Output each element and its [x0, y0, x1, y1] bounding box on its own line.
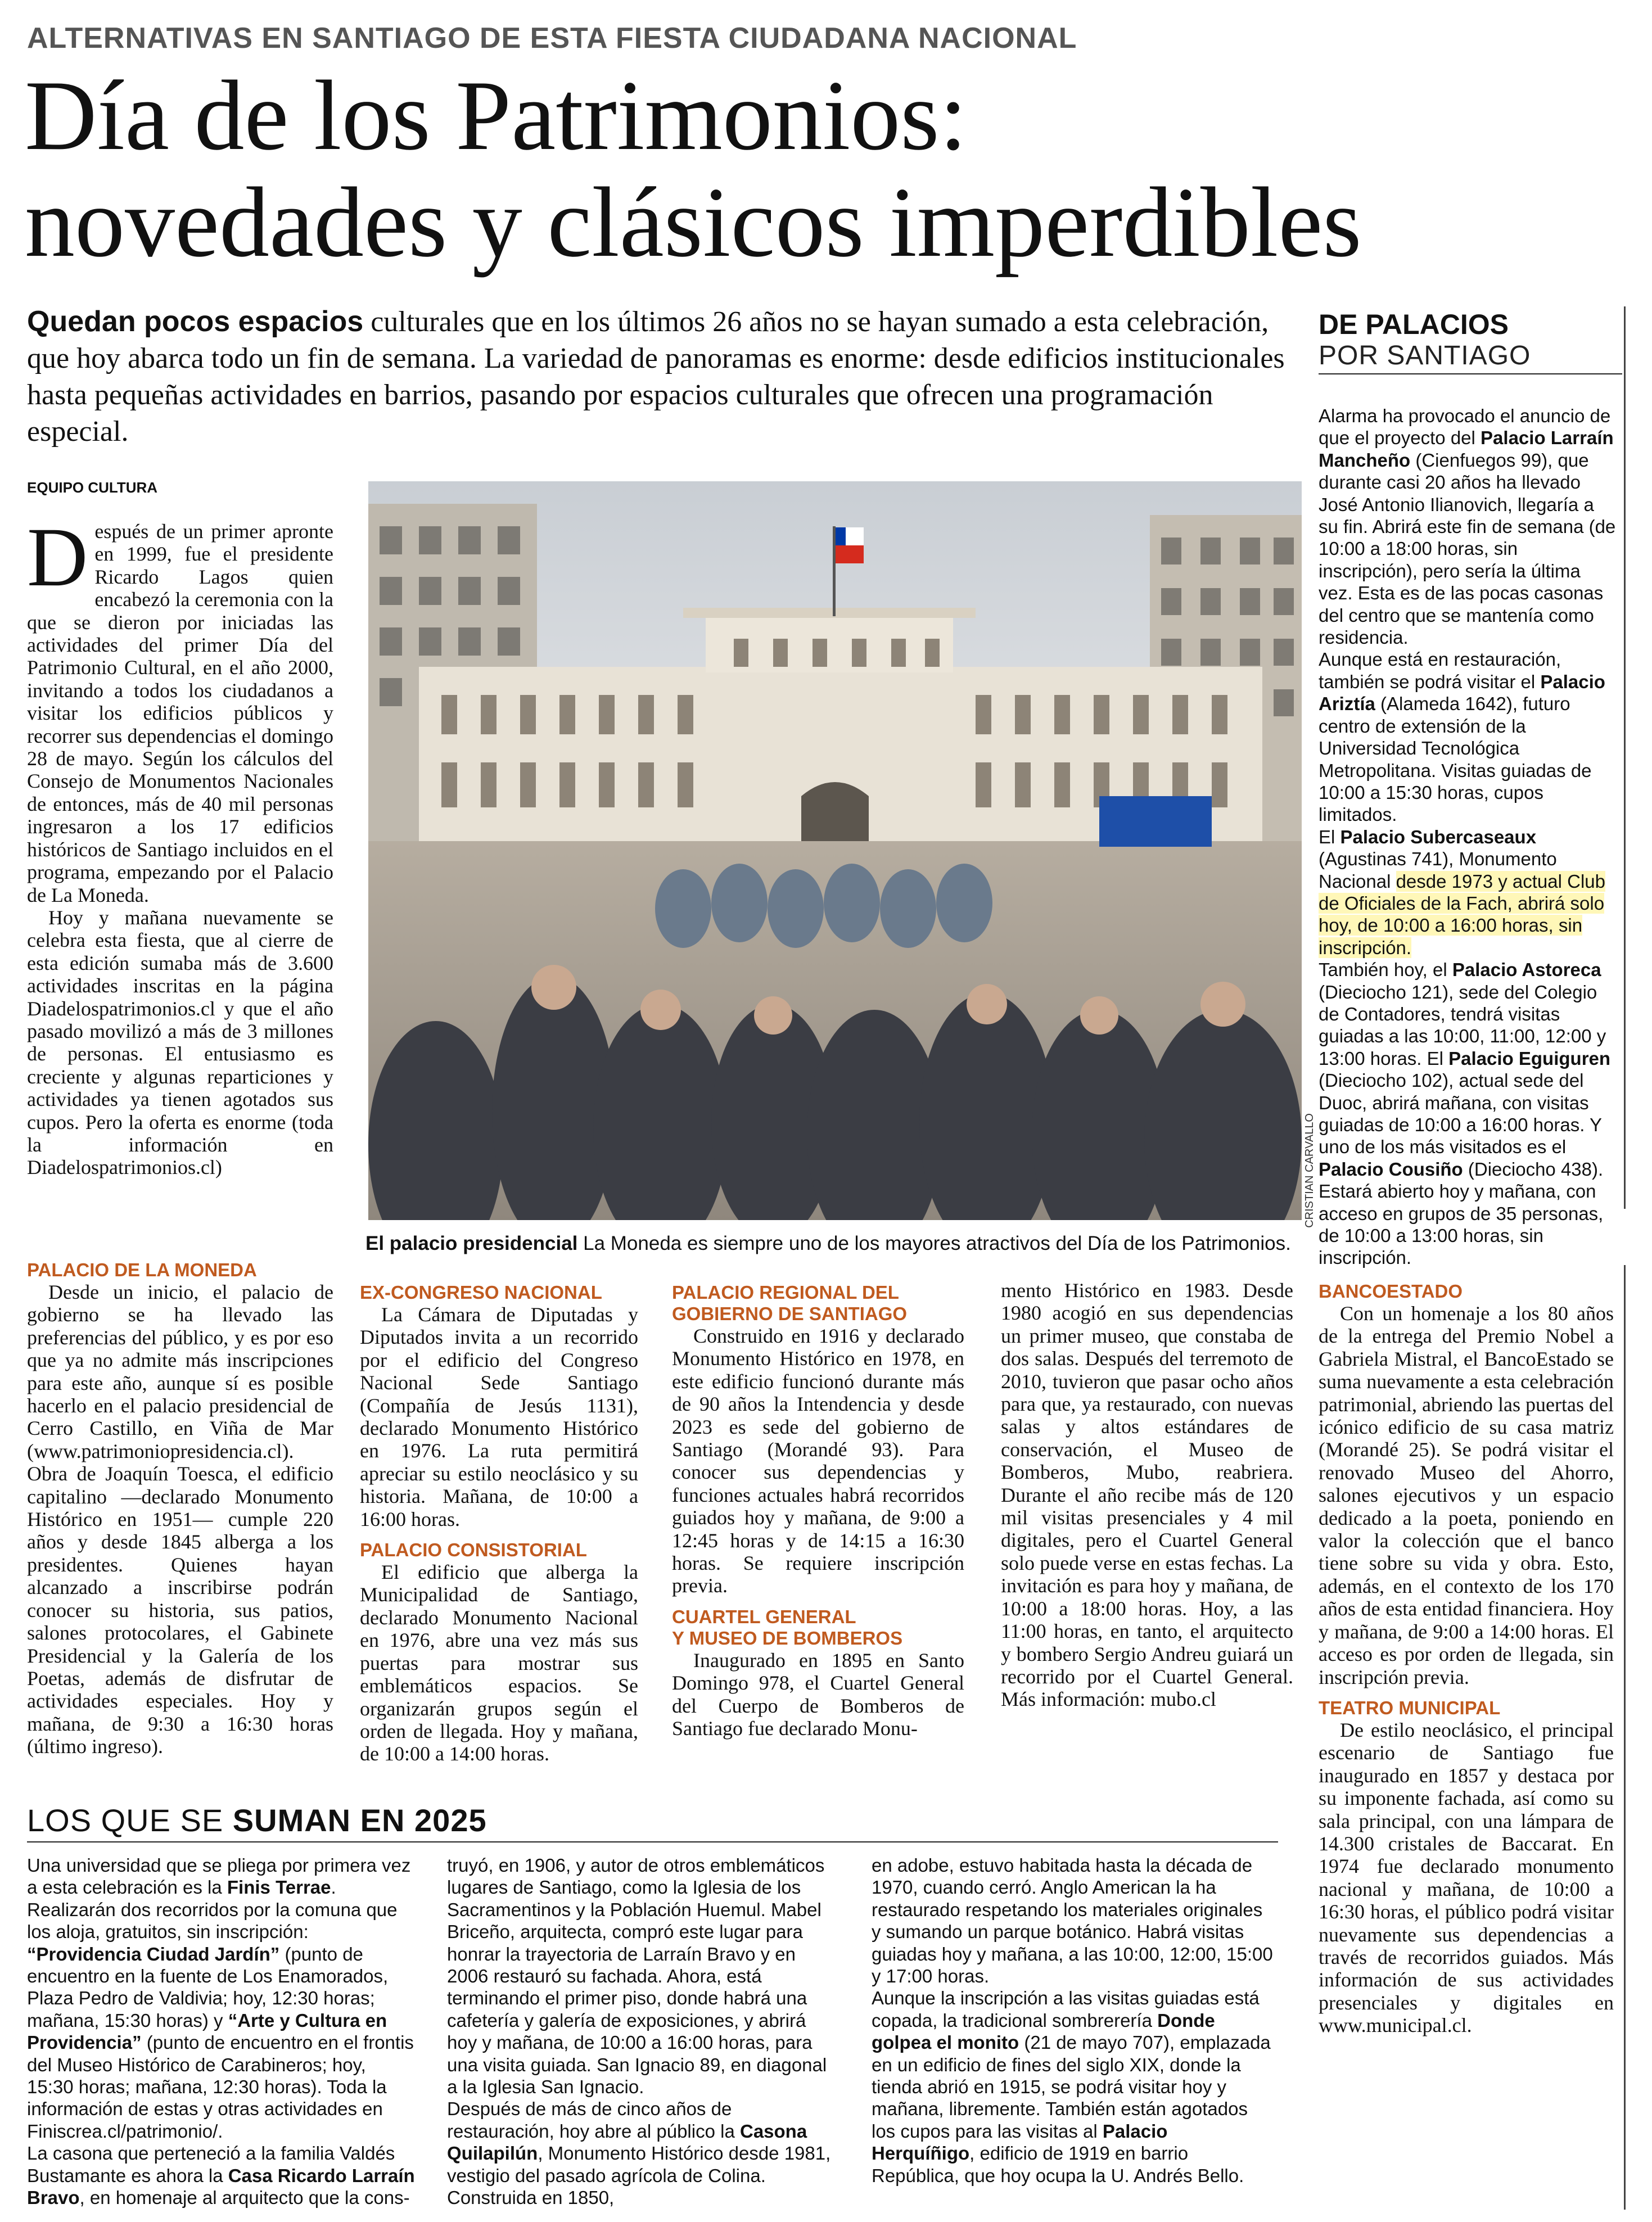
right-column: [1319, 1281, 1614, 2037]
suman-c1-h: La casona que perteneció a la familia Valdés Bustamante es ahora la: [27, 2143, 395, 2186]
suman-c2-d: , Monumento Histórico desde 1981, vestigio del pasado agrícola de Colina. Construida en 1850,: [447, 2143, 831, 2209]
suman-c1-a: Una universidad que se pliega por primera vez a esta celebración es la: [27, 1855, 411, 1898]
right-paragraph-1: Con un homenaje a los 80 años de la entrega del Premio Nobel a Gabriela Mistral, el BancoEstado se suma nuevamente a esta celebración patrimonial, abriendo las puertas del icónico edificio de su casa matriz (Morandé 25). Se podrá visitar el renovado Museo del Ahorro, salones ejecutivos y un espacio dedicado a la poeta, poniendo en valor la colección que el banco tiene sobre su vida y obra. Esto, además, en el contexto de los 170 años de esta entidad financiera. Hoy y mañana, de 9:00 a 14:00 horas. El acceso es por orden de llegada, sin inscripción previa.: [1319, 1302, 1614, 1688]
suman-column-3: [872, 1854, 1274, 2187]
section-consistorial: PALACIO CONSISTORIAL: [360, 1539, 587, 1561]
sidebar-p4-f: Palacio Cousiño: [1319, 1158, 1463, 1180]
sidebar-p2-b: Palacio Ariztía: [1319, 671, 1605, 715]
col3-paragraph-1: Construido en 1916 y declarado Monumento Histórico en 1978, en este edificio funcionó durante más de 90 años la Intendencia y desde 2023 es sede del gobierno de Santiago (Morandé 93). Para conocer sus dependencias y funciones actuales habrá recorridos guiados hoy y mañana, de 9:00 a 12:45 horas y de 14:15 a 16:30 horas. Se requiere inscripción previa.: [672, 1325, 964, 1597]
col3-paragraph-2: Inaugurado en 1895 en Santo Domingo 978, el Cuartel General del Cuerpo de Bomberos de Santiago fue declarado Monu-: [672, 1649, 964, 1740]
sidebar-title-1: DE PALACIOS: [1319, 309, 1509, 340]
suman-c3-f: , edificio de 1919 en barrio República, que hoy ocupa la U. Andrés Bello.: [872, 2143, 1244, 2186]
suman-rule: [27, 1841, 1278, 1842]
suman-c2-c: Casona Quilapilún: [447, 2120, 807, 2164]
photo-caption: [365, 1232, 1310, 1255]
dropcap: D: [27, 511, 88, 604]
sidebar-p4-b: Palacio Astoreca: [1452, 959, 1601, 981]
col1-text-1: espués de un primer apronte en 1999, fue el presidente Ricardo Lagos quien encabezó la ceremonia con la que se dieron por iniciadas las actividades del primer Día del Patrimonio Cultural, en el año 2000, invitando a todos los ciudadanos a visitar los edificios públicos y recorrer sus dependencias el domingo 28 de mayo. Según los cálculos del Consejo de Monumentos Nacionales de entonces, más de 40 mil personas ingresaron a los 17 edificios históricos de Santiago incluidos en el programa, empezando por el Palacio de La Moneda.: [27, 520, 333, 906]
suman-c3-e: Palacio Herquíñigo: [872, 2120, 1168, 2164]
column-3: [672, 1282, 964, 1740]
section-teatro-municipal: TEATRO MUNICIPAL: [1319, 1697, 1501, 1718]
sidebar-p1-b: Palacio Larraín Mancheño: [1319, 427, 1614, 471]
sidebar-p4-g: (Dieciocho 438). Estará abierto hoy y mañana, con acceso en grupos de 35 personas, de 10:00 a 13:00 horas, sin inscripción.: [1319, 1158, 1604, 1268]
column-1: [27, 511, 333, 1179]
col1-paragraph-3: Desde un inicio, el palacio de gobierno se ha llevado las preferencias del público, y es por eso que ya no admite más inscripciones para este año, aunque sí es posible hacerlo en el palacio presidencial de Cerro Castillo, en Viña de Mar (www.patrimoniopresidencia.cl). Obra de Joaquín Toesca, el edificio capitalino —declarado Monumento Histórico en 1951— cumple 220 años y desde 1845 alberga a los presidentes. Quienes hayan alcanzado a inscribirse podrán conocer su historia, sus patios, salones protocolares, el Gabinete Presidencial y la Galería de los Poetas, además de disfrutar de actividades especiales. Hoy y mañana, de 9:30 a 16:30 horas (último ingreso).: [27, 1281, 333, 1758]
headline: [25, 62, 1430, 276]
suman-header-a: LOS QUE SE: [27, 1803, 233, 1838]
col2-paragraph-1: La Cámara de Diputadas y Diputados invita a un recorrido por el edificio del Congreso Nacional Sede Santiago (Compañía de Jesús 1131), declarado Monumento Histórico en 1976. La ruta permitirá apreciar su estilo neoclásico y su historia. Mañana, de 10:00 a 16:00 horas.: [360, 1303, 638, 1530]
suman-header-b: SUMAN EN 2025: [232, 1803, 487, 1838]
sidebar-p3-c: (Agustinas 741), Monumento Nacional: [1319, 848, 1557, 892]
suman-column-1: [27, 1854, 415, 2209]
sidebar-p1-c: (Cienfuegos 99), que durante casi 20 años ha llevado José Antonio Ilianovich, llegaría a su fin. Abrirá este fin de semana (de 10:00 a 18:00 horas, sin inscripción), pero sería la última vez. Esta es de las pocas casonas del centro que se mantenía como residencia.: [1319, 449, 1616, 648]
photo-illustration: [368, 481, 1302, 1220]
byline: EQUIPO CULTURA: [27, 479, 158, 496]
col2-paragraph-2: El edificio que alberga la Municipalidad de Santiago, declarado Monumento Nacional en 1976, abre una vez más sus puertas para mostrar sus emblemáticos espacios. Se organizarán grupos según el orden de llegada. Hoy y mañana, de 10:00 a 14:00 horas.: [360, 1561, 638, 1765]
sidebar-title-2: POR SANTIAGO: [1319, 341, 1531, 371]
lead-text: culturales que en los últimos 26 años no se hayan sumado a esta celebración, que hoy abarca todo un fin de semana. La variedad de panoramas es enorme: desde edificios institucionales hasta pequeñas actividades en barrios, pasando por espacios culturales que ofrecen una programación especial.: [27, 306, 1285, 448]
lead-paragraph: [27, 304, 1287, 450]
suman-c1-c: . Realizarán dos recorridos por la comuna que los aloja, gratuitos, sin inscripción:: [27, 1877, 398, 1943]
sidebar-palacios-body: [1319, 405, 1617, 1269]
sidebar-p4-e: (Dieciocho 102), actual sede del Duoc, abrirá mañana, con visitas guiadas de 10:00 a 16:00 horas. Y uno de los más visitados es el: [1319, 1070, 1602, 1158]
section-moneda: PALACIO DE LA MONEDA: [27, 1259, 257, 1280]
section-palacio-regional-line-2: GOBIERNO DE SANTIAGO: [672, 1303, 908, 1324]
sidebar-p4-c: (Dieciocho 121), sede del Colegio de Contadores, tendrá visitas guiadas a las 10:00, 11:00, 12:00 y 13:00 horas. El: [1319, 981, 1606, 1069]
sidebar-p3-a: El: [1319, 826, 1340, 847]
section-bomberos-line-1: CUARTEL GENERAL: [672, 1606, 856, 1627]
sidebar-p2-c: (Alameda 1642), futuro centro de extensión de la Universidad Tecnológica Metropolitana. Visitas guiadas de 10:00 a 15:30 horas, cupos limitados.: [1319, 693, 1592, 825]
sidebar-paragraph-4: [1319, 959, 1617, 1269]
suman-c1-j: , en homenaje al arquitecto que la cons-: [79, 2187, 410, 2209]
suman-c2-paragraph-2: [447, 2098, 841, 2209]
sidebar-p2-a: Aunque está en restauración, también se podrá visitar el: [1319, 649, 1561, 692]
sidebar-rule: [1319, 373, 1622, 374]
caption-bold: El palacio presidencial: [365, 1232, 578, 1254]
suman-header: [27, 1802, 487, 1839]
suman-c1-paragraph-2: [27, 2142, 415, 2209]
column-1-moneda: [27, 1259, 333, 1758]
suman-c1-e: (punto de encuentro en la fuente de Los Enamorados, Plaza Pedro de Valdivia; hoy, 12:30 horas; mañana, 15:30 horas) y: [27, 1943, 389, 2031]
headline-line-2: novedades y clásicos imperdibles: [25, 166, 1362, 278]
section-bomberos: [672, 1606, 964, 1649]
col1-paragraph-2: Hoy y mañana nuevamente se celebra esta fiesta, que al cierre de esta edición sumaba más de 3.600 actividades inscritas en la página Diadelospatrimonios.cl y que el año pasado movilizó a más de 3 millones de personas. El entusiasmo es creciente y algunas reparticiones y actividades ya tienen agotados sus cupos. Pero la oferta es enorme (toda la información en Diadelospatrimonios.cl): [27, 906, 333, 1179]
suman-c3-c: Donde golpea el monito: [872, 2009, 1215, 2053]
suman-c2-b: Después de más de cinco años de restauración, hoy abre al público la: [447, 2098, 740, 2142]
column-4: [1001, 1279, 1293, 1711]
column-2: [360, 1282, 638, 1765]
section-ex-congreso: EX-CONGRESO NACIONAL: [360, 1282, 602, 1303]
sidebar-p3-highlight: desde 1973 y actual Club de Oficiales de la Fach, abrirá solo hoy, de 10:00 a 16:00 horas, sin inscripción.: [1319, 870, 1606, 958]
right-paragraph-2: De estilo neoclásico, el principal escenario de Santiago fue inaugurado en 1857 y destaca por su imponente fachada, así como su sala principal, con una lámpara de 14.300 cristales de Baccarat. En 1974 fue declarado monumento nacional y mañana, de 10:00 a 16:30 horas, el público podrá visitar nuevamente sus dependencias a través de recorridos guiados. Más información de sus actividades presenciales y digitales en www.municipal.cl.: [1319, 1718, 1614, 2037]
suman-c3-paragraph-1: en adobe, estuvo habitada hasta la década de 1970, cuando cerró. Anglo American la ha restaurado respetando los materiales originales y sumando un parque botánico. Habrá visitas guiadas hoy y mañana, a las 10:00, 12:00, 15:00 y 17:00 horas.: [872, 1855, 1273, 1987]
sidebar-p1-a: Alarma ha provocado el anuncio de que el proyecto del: [1319, 405, 1611, 449]
section-palacio-regional-line-1: PALACIO REGIONAL DEL: [672, 1282, 899, 1303]
headline-line-1: Día de los Patrimonios:: [25, 60, 968, 171]
sidebar-p4-a: También hoy, el: [1319, 959, 1452, 981]
suman-c1-f: “Arte y Cultura en Providencia”: [27, 2009, 387, 2053]
suman-c1-d: “Providencia Ciudad Jardín”: [27, 1943, 280, 1964]
suman-c3-b: Aunque la inscripción a las visitas guiadas está copada, la tradicional sombrerería: [872, 1988, 1260, 2031]
sidebar-paragraph-1: [1319, 405, 1617, 648]
suman-c1-i: Casa Ricardo Larraín Bravo: [27, 2165, 415, 2209]
suman-c3-paragraph-2: [872, 1987, 1274, 2187]
suman-c1-b: Finis Terrae: [227, 1877, 331, 1898]
lead-bold: Quedan pocos espacios: [27, 305, 364, 338]
sidebar-paragraph-3: [1319, 826, 1617, 959]
sidebar-p4-d: Palacio Eguiguren: [1448, 1047, 1611, 1069]
section-bancoestado: BANCOESTADO: [1319, 1281, 1463, 1302]
caption-text: La Moneda es siempre uno de los mayores atractivos del Día de los Patrimonios.: [577, 1232, 1291, 1254]
sidebar-paragraph-2: [1319, 648, 1617, 825]
photo-credit: CRISTIAN CARVALLO: [1303, 1113, 1316, 1228]
la-moneda-photo: [368, 481, 1302, 1220]
suman-c3-d: (21 de mayo 707), emplazada en un edificio de fines del siglo XIX, donde la tienda abrió en 1915, se podrá visitar hoy y mañana, libremente. También están agotados los cupos para las visitas al: [872, 2032, 1271, 2142]
section-bomberos-line-2: Y MUSEO DE BOMBEROS: [672, 1627, 903, 1649]
kicker: ALTERNATIVAS EN SANTIAGO DE ESTA FIESTA CIUDADANA NACIONAL: [27, 22, 1077, 55]
sidebar-palacios-header: [1319, 308, 1617, 374]
suman-column-2: [447, 1854, 841, 2209]
suman-c1-paragraph-1: [27, 1854, 415, 2142]
col1-paragraph-1: [27, 511, 333, 906]
suman-c1-g: (punto de encuentro en el frontis del Museo Histórico de Carabineros; hoy, 15:30 horas; mañana, 12:30 horas). Toda la información de estas y otras actividades en Finiscrea.cl/patrimonio/.: [27, 2032, 414, 2142]
section-palacio-regional: [672, 1282, 964, 1325]
suman-c2-paragraph-1: truyó, en 1906, y autor de otros emblemáticos lugares de Santiago, como la Iglesia de los Sacramentinos y la Población Huemul. Mabel Briceño, arquitecta, compró este lugar para honrar la trayectoria de Larraín Bravo y en 2006 restauró su fachada. Ahora, está terminando el primer piso, donde habrá una cafetería y galería de exposiciones, y abrirá hoy y mañana, de 10:00 a 16:00 horas, para una visita guiada. San Ignacio 89, en diagonal a la Iglesia San Ignacio.: [447, 1855, 827, 2098]
sidebar-p3-b: Palacio Subercaseaux: [1340, 826, 1537, 847]
col4-paragraph-1: mento Histórico en 1983. Desde 1980 acogió en sus dependencias un primer museo, que constaba de dos salas. Después del terremoto de 2010, tuvieron que pasar ocho años para que, ya restaurado, con nuevas salas y altos estándares de conservación, el Museo de Bomberos, Mubo, reabriera. Durante el año recibe más de 120 mil visitas presenciales y 4 mil digitales, pero el Cuartel General solo puede verse en estas fechas. La invitación es para hoy y mañana, de 10:00 a 18:00 horas. Hoy, a las 11:00 horas, en tanto, el arquitecto y bombero Sergio Andreu guiará un recorrido por el Cuartel General. Más información: mubo.cl: [1001, 1279, 1293, 1711]
